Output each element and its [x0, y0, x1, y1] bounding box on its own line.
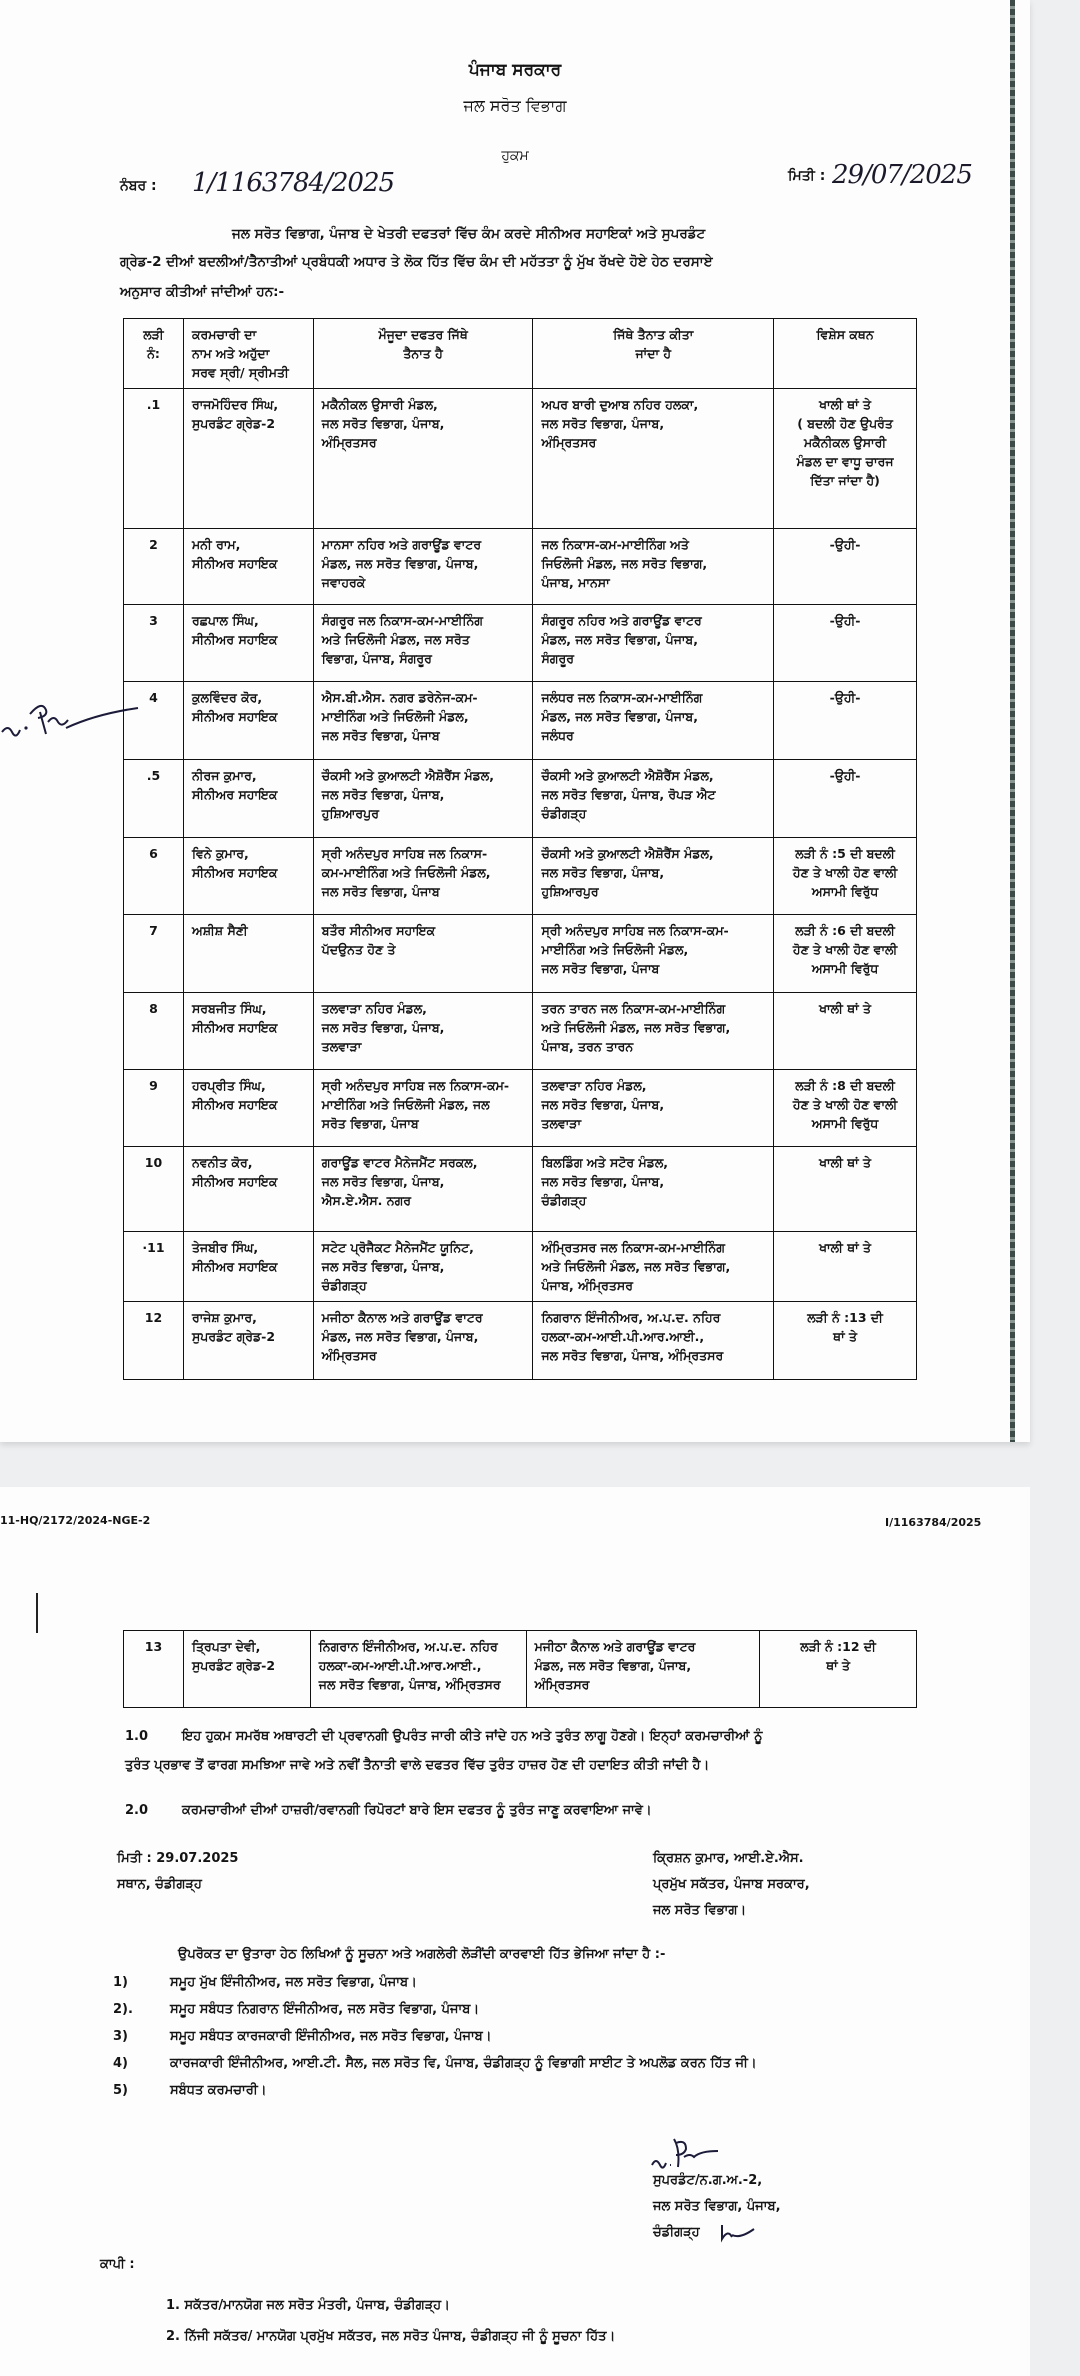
transfer-table	[123, 318, 917, 1380]
remarks-cell: -ਉਹੀ-	[774, 529, 917, 605]
page-binding-edge	[1010, 0, 1015, 1442]
table-row	[124, 838, 917, 915]
posted-to-cell: ਚੌਕਸੀ ਅਤੇ ਕੁਆਲਟੀ ਐਸ਼ੋਰੈਂਸ ਮੰਡਲ, ਜਲ ਸਰੋਤ ਵਿਭਾਗ, ਪੰਜਾਬ, ਰੋਪੜ ਐਟ ਚੰਡੀਗੜ੍ਹ	[533, 760, 774, 838]
endorsement-recipient: ਸਮੂਹ ਸਬੰਧਤ ਨਿਗਰਾਨ ਇੰਜੀਨੀਅਰ, ਜਲ ਸਰੋਤ ਵਿਭਾਗ, ਪੰਜਾਬ।	[170, 2002, 480, 2017]
intro-line-2: ਗ੍ਰੇਡ-2 ਦੀਆਂ ਬਦਲੀਆਂ/ਤੈਨਾਤੀਆਂ ਪ੍ਰਬੰਧਕੀ ਅਧਾਰ ਤੇ ਲੋਕ ਹਿੱਤ ਵਿੱਚ ਕੰਮ ਦੀ ਮਹੱਤਤਾ ਨੂੰ ਮੁੱਖ ਰੱਖਦੇ ਹੋਏ ਹੇਠ ਦਰਸਾਏ	[120, 254, 713, 270]
current-office-cell: ਮਕੈਨੀਕਲ ਉਸਾਰੀ ਮੰਡਲ, ਜਲ ਸਰੋਤ ਵਿਭਾਗ, ਪੰਜਾਬ, ਅੰਮ੍ਰਿਤਸਰ	[313, 389, 533, 529]
para2-text: ਕਰਮਚਾਰੀਆਂ ਦੀਆਂ ਹਾਜ਼ਰੀ/ਰਵਾਨਗੀ ਰਿਪੋਰਟਾਂ ਬਾਰੇ ਇਸ ਦਫਤਰ ਨੂੰ ਤੁਰੰਤ ਜਾਣੂ ਕਰਵਾਇਆ ਜਾਵੇ।	[182, 1803, 652, 1818]
serial-cell: ·11	[124, 1232, 184, 1302]
serial-cell: 8	[124, 993, 184, 1070]
endorsement-recipient: ਸਮੂਹ ਮੁੱਖ ਇੰਜੀਨੀਅਰ, ਜਲ ਸਰੋਤ ਵਿਭਾਗ, ਪੰਜਾਬ।	[170, 1975, 417, 1990]
posted-to-cell: ਤਲਵਾੜਾ ਨਹਿਰ ਮੰਡਲ, ਜਲ ਸਰੋਤ ਵਿਭਾਗ, ਪੰਜਾਬ, ਤਲਵਾੜਾ	[533, 1070, 774, 1147]
endorsement-number: 1)	[113, 1975, 128, 1990]
order-number-handwritten: 1/1163784/2025	[192, 168, 395, 198]
para2-number: 2.0	[125, 1803, 149, 1818]
employee-cell: ਤੇਜਬੀਰ ਸਿੰਘ, ਸੀਨੀਅਰ ਸਹਾਇਕ	[183, 1232, 313, 1302]
initials-mark	[718, 2221, 758, 2245]
employee-cell: ਰਾਜਮੋਹਿੰਦਰ ਸਿੰਘ, ਸੁਪਰਡੰਟ ਗ੍ਰੇਡ-2	[183, 389, 313, 529]
government-heading: ਪੰਜਾਬ ਸਰਕਾਰ	[468, 60, 562, 80]
serial-cell: 6	[124, 838, 184, 915]
table-row	[124, 1302, 917, 1380]
serial-cell: .1	[124, 389, 184, 529]
header-current-office: ਮੌਜੂਦਾ ਦਫਤਰ ਜਿੱਥੇ ਤੈਨਾਤ ਹੈ	[313, 319, 533, 389]
endorsement-number: 2).	[113, 2002, 133, 2017]
para1-number: 1.0	[125, 1729, 149, 1744]
transfer-table-continued	[123, 1630, 917, 1708]
superintendent-place: ਚੰਡੀਗੜ੍ਹ	[653, 2225, 700, 2240]
current-office-cell: ਸੰਗਰੂਰ ਜਲ ਨਿਕਾਸ-ਕਮ-ਮਾਈਨਿੰਗ ਅਤੇ ਜਿਓਲੋਜੀ ਮੰਡਲ, ਜਲ ਸਰੋਤ ਵਿਭਾਗ, ਪੰਜਾਬ, ਸੰਗਰੂਰ	[313, 605, 533, 682]
margin-initials-signature	[0, 684, 140, 744]
header-serial: ਲੜੀ ਨੰ:	[124, 319, 184, 389]
posted-to-cell: ਜਲ ਨਿਕਾਸ-ਕਮ-ਮਾਈਨਿੰਗ ਅਤੇ ਜਿਓਲੋਜੀ ਮੰਡਲ, ਜਲ ਸਰੋਤ ਵਿਭਾਗ, ਪੰਜਾਬ, ਮਾਨਸਾ	[533, 529, 774, 605]
serial-cell: 13	[124, 1631, 184, 1708]
table-row	[124, 529, 917, 605]
header-remarks: ਵਿਸ਼ੇਸ ਕਥਨ	[774, 319, 917, 389]
current-office-cell: ਮਾਨਸਾ ਨਹਿਰ ਅਤੇ ਗਰਾਊਂਡ ਵਾਟਰ ਮੰਡਲ, ਜਲ ਸਰੋਤ ਵਿਭਾਗ, ਪੰਜਾਬ, ਜਵਾਹਰਕੇ	[313, 529, 533, 605]
para1-line-1: ਇਹ ਹੁਕਮ ਸਮਰੱਥ ਅਥਾਰਟੀ ਦੀ ਪ੍ਰਵਾਨਗੀ ਉਪਰੰਤ ਜਾਰੀ ਕੀਤੇ ਜਾਂਦੇ ਹਨ ਅਤੇ ਤੁਰੰਤ ਲਾਗੂ ਹੋਣਗੇ। ਇਨ੍ਹਾਂ ਕਰਮਚਾਰੀਆਂ ਨੂੰ	[182, 1729, 763, 1744]
endorsement-recipient: ਕਾਰਜਕਾਰੀ ਇੰਜੀਨੀਅਰ, ਆਈ.ਟੀ. ਸੈਲ, ਜਲ ਸਰੋਤ ਵਿ, ਪੰਜਾਬ, ਚੰਡੀਗੜ੍ਹ ਨੂੰ ਵਿਭਾਗੀ ਸਾਈਟ ਤੇ ਅਪਲੋਡ ਕਰਨ ਹਿੱਤ ਜੀ।	[170, 2056, 757, 2071]
employee-cell: ਮਨੀ ਰਾਮ, ਸੀਨੀਅਰ ਸਹਾਇਕ	[183, 529, 313, 605]
serial-cell: 7	[124, 915, 184, 993]
serial-cell: 3	[124, 605, 184, 682]
remarks-cell: -ਉਹੀ-	[774, 605, 917, 682]
current-office-cell: ਮਜੀਠਾ ਕੈਨਾਲ ਅਤੇ ਗਰਾਊਂਡ ਵਾਟਰ ਮੰਡਲ, ਜਲ ਸਰੋਤ ਵਿਭਾਗ, ਪੰਜਾਬ, ਅੰਮ੍ਰਿਤਸਰ	[313, 1302, 533, 1380]
remarks-cell: ਲੜੀ ਨੰ :12 ਦੀ ਥਾਂ ਤੇ	[760, 1631, 917, 1708]
employee-cell: ਤ੍ਰਿਪਤਾ ਦੇਵੀ, ਸੁਪਰਡੰਟ ਗ੍ਰੇਡ-2	[183, 1631, 310, 1708]
employee-cell: ਹਰਪ੍ਰੀਤ ਸਿੰਘ, ਸੀਨੀਅਰ ਸਹਾਇਕ	[183, 1070, 313, 1147]
endorsement-number: 5)	[113, 2083, 128, 2098]
table-row	[124, 682, 917, 760]
department-heading: ਜਲ ਸਰੋਤ ਵਿਭਾਗ	[463, 96, 567, 115]
table-row	[124, 1232, 917, 1302]
date-label: ਮਿਤੀ :	[788, 168, 826, 184]
remarks-cell: ਲੜੀ ਨੰ :13 ਦੀ ਥਾਂ ਤੇ	[774, 1302, 917, 1380]
current-office-cell: ਗਰਾਊਂਡ ਵਾਟਰ ਮੈਨੇਜਮੈਂਟ ਸਰਕਲ, ਜਲ ਸਰੋਤ ਵਿਭਾਗ, ਪੰਜਾਬ, ਐਸ.ਏ.ਐਸ. ਨਗਰ	[313, 1147, 533, 1232]
posted-to-cell: ਬਿਲਡਿੰਗ ਅਤੇ ਸਟੋਰ ਮੰਡਲ, ਜਲ ਸਰੋਤ ਵਿਭਾਗ, ਪੰਜਾਬ, ਚੰਡੀਗੜ੍ਹ	[533, 1147, 774, 1232]
remarks-cell: -ਉਹੀ-	[774, 760, 917, 838]
endorsement-number: 3)	[113, 2029, 128, 2044]
table-row	[124, 1147, 917, 1232]
receipt-reference: I/1163784/2025	[885, 1516, 982, 1529]
endorsement-number: 4)	[113, 2056, 128, 2071]
serial-cell: 10	[124, 1147, 184, 1232]
intro-line-3: ਅਨੁਸਾਰ ਕੀਤੀਆਂ ਜਾਂਦੀਆਂ ਹਨ:-	[120, 284, 285, 300]
current-office-cell: ਬਤੌਰ ਸੀਨੀਅਰ ਸਹਾਇਕ ਪੱਦਉਨਤ ਹੋਣ ਤੇ	[313, 915, 533, 993]
issue-place: ਸਥਾਨ, ਚੰਡੀਗੜ੍ਹ	[117, 1877, 202, 1892]
signatory-name: ਕ੍ਰਿਸ਼ਨ ਕੁਮਾਰ, ਆਈ.ਏ.ਐਸ.	[653, 1851, 804, 1866]
superintendent-signature	[650, 2135, 720, 2175]
margin-mark	[36, 1593, 38, 1633]
employee-cell: ਸਰਬਜੀਤ ਸਿੰਘ, ਸੀਨੀਅਰ ਸਹਾਇਕ	[183, 993, 313, 1070]
remarks-cell: ਲੜੀ ਨੰ :6 ਦੀ ਬਦਲੀ ਹੋਣ ਤੇ ਖਾਲੀ ਹੋਣ ਵਾਲੀ ਅਸਾਮੀ ਵਿਰੁੱਧ	[774, 915, 917, 993]
signatory-designation: ਪ੍ਰਮੁੱਖ ਸਕੱਤਰ, ਪੰਜਾਬ ਸਰਕਾਰ,	[653, 1877, 810, 1892]
posted-to-cell: ਜਲੰਧਰ ਜਲ ਨਿਕਾਸ-ਕਮ-ਮਾਈਨਿੰਗ ਮੰਡਲ, ਜਲ ਸਰੋਤ ਵਿਭਾਗ, ਪੰਜਾਬ, ਜਲੰਧਰ	[533, 682, 774, 760]
copy-item-2: 2. ਨਿੱਜੀ ਸਕੱਤਰ/ ਮਾਨਯੋਗ ਪ੍ਰਮੁੱਖ ਸਕੱਤਰ, ਜਲ ਸਰੋਤ ਪੰਜਾਬ, ਚੰਡੀਗੜ੍ਹ ਜੀ ਨੂੰ ਸੂਚਨਾ ਹਿੱਤ।	[166, 2329, 616, 2344]
current-office-cell: ਨਿਗਰਾਨ ਇੰਜੀਨੀਅਰ, ਅ.ਪ.ਦ. ਨਹਿਰ ਹਲਕਾ-ਕਮ-ਆਈ.ਪੀ.ਆਰ.ਆਈ., ਜਲ ਸਰੋਤ ਵਿਭਾਗ, ਪੰਜਾਬ, ਅੰਮ੍ਰਿਤਸਰ	[310, 1631, 526, 1708]
signatory-department: ਜਲ ਸਰੋਤ ਵਿਭਾਗ।	[653, 1903, 747, 1918]
current-office-cell: ਸ੍ਰੀ ਅਨੰਦਪੁਰ ਸਾਹਿਬ ਜਲ ਨਿਕਾਸ-ਕਮ- ਮਾਈਨਿੰਗ ਅਤੇ ਜਿਓਲੋਜੀ ਮੰਡਲ, ਜਲ ਸਰੋਤ ਵਿਭਾਗ, ਪੰਜਾਬ	[313, 1070, 533, 1147]
superintendent-department: ਜਲ ਸਰੋਤ ਵਿਭਾਗ, ਪੰਜਾਬ,	[653, 2199, 781, 2214]
current-office-cell: ਚੌਕਸੀ ਅਤੇ ਕੁਆਲਟੀ ਐਸ਼ੋਰੈਂਸ ਮੰਡਲ, ਜਲ ਸਰੋਤ ਵਿਭਾਗ, ਪੰਜਾਬ, ਹੁਸ਼ਿਆਰਪੁਰ	[313, 760, 533, 838]
employee-cell: ਵਿਨੇ ਕੁਮਾਰ, ਸੀਨੀਅਰ ਸਹਾਇਕ	[183, 838, 313, 915]
posted-to-cell: ਅਪਰ ਬਾਰੀ ਦੁਆਬ ਨਹਿਰ ਹਲਕਾ, ਜਲ ਸਰੋਤ ਵਿਭਾਗ, ਪੰਜਾਬ, ਅੰਮ੍ਰਿਤਸਰ	[533, 389, 774, 529]
posted-to-cell: ਮਜੀਠਾ ਕੈਨਾਲ ਅਤੇ ਗਰਾਊਂਡ ਵਾਟਰ ਮੰਡਲ, ਜਲ ਸਰੋਤ ਵਿਭਾਗ, ਪੰਜਾਬ, ਅੰਮ੍ਰਿਤਸਰ	[526, 1631, 760, 1708]
employee-cell: ਕੁਲਵਿੰਦਰ ਕੋਰ, ਸੀਨੀਅਰ ਸਹਾਇਕ	[183, 682, 313, 760]
employee-cell: ਰਛਪਾਲ ਸਿੰਘ, ਸੀਨੀਅਰ ਸਹਾਇਕ	[183, 605, 313, 682]
serial-cell: 4	[124, 682, 184, 760]
remarks-cell: -ਉਹੀ-	[774, 682, 917, 760]
posted-to-cell: ਸ੍ਰੀ ਅਨੰਦਪੁਰ ਸਾਹਿਬ ਜਲ ਨਿਕਾਸ-ਕਮ- ਮਾਈਨਿੰਗ ਅਤੇ ਜਿਓਲੋਜੀ ਮੰਡਲ, ਜਲ ਸਰੋਤ ਵਿਭਾਗ, ਪੰਜਾਬ	[533, 915, 774, 993]
table-row	[124, 760, 917, 838]
table-row	[124, 915, 917, 993]
header-employee: ਕਰਮਚਾਰੀ ਦਾ ਨਾਮ ਅਤੇ ਅਹੁੱਦਾ ਸਰਵ ਸ੍ਰੀ/ ਸ੍ਰੀਮਤੀ	[183, 319, 313, 389]
issue-date: ਮਿਤੀ : 29.07.2025	[117, 1851, 239, 1866]
current-office-cell: ਸਟੇਟ ਪ੍ਰੋਜੈਕਟ ਮੈਨੇਜਮੈਂਟ ਯੂਨਿਟ, ਜਲ ਸਰੋਤ ਵਿਭਾਗ, ਪੰਜਾਬ, ਚੰਡੀਗੜ੍ਹ	[313, 1232, 533, 1302]
table-row	[124, 605, 917, 682]
remarks-cell: ਖਾਲੀ ਥਾਂ ਤੇ	[774, 1147, 917, 1232]
document-page-2	[0, 1487, 1030, 2376]
table-row	[124, 389, 917, 529]
table-row	[124, 1631, 917, 1708]
table-row	[124, 1070, 917, 1147]
posted-to-cell: ਚੌਕਸੀ ਅਤੇ ਕੁਆਲਟੀ ਐਸ਼ੋਰੈਂਸ ਮੰਡਲ, ਜਲ ਸਰੋਤ ਵਿਭਾਗ, ਪੰਜਾਬ, ਹੁਸ਼ਿਆਰਪੁਰ	[533, 838, 774, 915]
employee-cell: ਅਸ਼ੀਸ਼ ਸੈਣੀ	[183, 915, 313, 993]
table-header-row	[124, 319, 917, 389]
endorsement-intro: ਉਪਰੋਕਤ ਦਾ ਉਤਾਰਾ ਹੇਠ ਲਿਖਿਆਂ ਨੂੰ ਸੂਚਨਾ ਅਤੇ ਅਗਲੇਰੀ ਲੋੜੀਂਦੀ ਕਾਰਵਾਈ ਹਿੱਤ ਭੇਜਿਆ ਜਾਂਦਾ ਹੈ :-	[178, 1947, 666, 1962]
current-office-cell: ਐਸ.ਬੀ.ਐਸ. ਨਗਰ ਡਰੇਨੇਜ-ਕਮ- ਮਾਈਨਿੰਗ ਅਤੇ ਜਿਓਲੋਜੀ ਮੰਡਲ, ਜਲ ਸਰੋਤ ਵਿਭਾਗ, ਪੰਜਾਬ	[313, 682, 533, 760]
table-row	[124, 993, 917, 1070]
copy-label: ਕਾਪੀ :	[100, 2257, 135, 2272]
serial-cell: 9	[124, 1070, 184, 1147]
para1-line-2: ਤੁਰੰਤ ਪ੍ਰਭਾਵ ਤੋਂ ਫਾਰਗ ਸਮਝਿਆ ਜਾਵੇ ਅਤੇ ਨਵੀਂ ਤੈਨਾਤੀ ਵਾਲੇ ਦਫਤਰ ਵਿੱਚ ਤੁਰੰਤ ਹਾਜ਼ਰ ਹੋਣ ਦੀ ਹਦਾਇਤ ਕੀਤੀ ਜਾਂਦੀ ਹੈ।	[125, 1758, 710, 1773]
remarks-cell: ਖਾਲੀ ਥਾਂ ਤੇ ( ਬਦਲੀ ਹੋਣ ਉਪਰੰਤ ਮਕੈਨੀਕਲ ਉਸਾਰੀ ਮੰਡਲ ਦਾ ਵਾਧੂ ਚਾਰਜ ਦਿੱਤਾ ਜਾਂਦਾ ਹੈ)	[774, 389, 917, 529]
serial-cell: .5	[124, 760, 184, 838]
endorsement-recipient: ਸਮੂਹ ਸਬੰਧਤ ਕਾਰਜਕਾਰੀ ਇੰਜੀਨੀਅਰ, ਜਲ ਸਰੋਤ ਵਿਭਾਗ, ਪੰਜਾਬ।	[170, 2029, 492, 2044]
remarks-cell: ਖਾਲੀ ਥਾਂ ਤੇ	[774, 993, 917, 1070]
serial-cell: 2	[124, 529, 184, 605]
copy-item-1: 1. ਸਕੱਤਰ/ਮਾਨਯੋਗ ਜਲ ਸਰੋਤ ਮੰਤਰੀ, ਪੰਜਾਬ, ਚੰਡੀਗੜ੍ਹ।	[166, 2298, 450, 2313]
order-title: ਹੁਕਮ	[501, 148, 529, 164]
serial-cell: 12	[124, 1302, 184, 1380]
current-office-cell: ਸ੍ਰੀ ਅਨੰਦਪੁਰ ਸਾਹਿਬ ਜਲ ਨਿਕਾਸ- ਕਮ-ਮਾਈਨਿੰਗ ਅਤੇ ਜਿਓਲੋਜੀ ਮੰਡਲ, ਜਲ ਸਰੋਤ ਵਿਭਾਗ, ਪੰਜਾਬ	[313, 838, 533, 915]
file-reference: 11-HQ/2172/2024-NGE-2	[0, 1514, 151, 1527]
remarks-cell: ਲੜੀ ਨੰ :5 ਦੀ ਬਦਲੀ ਹੋਣ ਤੇ ਖਾਲੀ ਹੋਣ ਵਾਲੀ ਅਸਾਮੀ ਵਿਰੁੱਧ	[774, 838, 917, 915]
posted-to-cell: ਤਰਨ ਤਾਰਨ ਜਲ ਨਿਕਾਸ-ਕਮ-ਮਾਈਨਿੰਗ ਅਤੇ ਜਿਓਲੋਜੀ ਮੰਡਲ, ਜਲ ਸਰੋਤ ਵਿਭਾਗ, ਪੰਜਾਬ, ਤਰਨ ਤਾਰਨ	[533, 993, 774, 1070]
employee-cell: ਨੀਰਜ ਕੁਮਾਰ, ਸੀਨੀਅਰ ਸਹਾਇਕ	[183, 760, 313, 838]
current-office-cell: ਤਲਵਾੜਾ ਨਹਿਰ ਮੰਡਲ, ਜਲ ਸਰੋਤ ਵਿਭਾਗ, ਪੰਜਾਬ, ਤਲਵਾੜਾ	[313, 993, 533, 1070]
posted-to-cell: ਨਿਗਰਾਨ ਇੰਜੀਨੀਅਰ, ਅ.ਪ.ਦ. ਨਹਿਰ ਹਲਕਾ-ਕਮ-ਆਈ.ਪੀ.ਆਰ.ਆਈ., ਜਲ ਸਰੋਤ ਵਿਭਾਗ, ਪੰਜਾਬ, ਅੰਮ੍ਰਿਤਸਰ	[533, 1302, 774, 1380]
number-label: ਨੰਬਰ :	[120, 178, 157, 194]
posted-to-cell: ਸੰਗਰੂਰ ਨਹਿਰ ਅਤੇ ਗਰਾਊਂਡ ਵਾਟਰ ਮੰਡਲ, ਜਲ ਸਰੋਤ ਵਿਭਾਗ, ਪੰਜਾਬ, ਸੰਗਰੂਰ	[533, 605, 774, 682]
posted-to-cell: ਅੰਮ੍ਰਿਤਸਰ ਜਲ ਨਿਕਾਸ-ਕਮ-ਮਾਈਨਿੰਗ ਅਤੇ ਜਿਓਲੋਜੀ ਮੰਡਲ, ਜਲ ਸਰੋਤ ਵਿਭਾਗ, ਪੰਜਾਬ, ਅੰਮ੍ਰਿਤਸਰ	[533, 1232, 774, 1302]
header-posted-to: ਜਿੱਥੇ ਤੈਨਾਤ ਕੀਤਾ ਜਾਂਦਾ ਹੈ	[533, 319, 774, 389]
employee-cell: ਰਾਜੇਸ਼ ਕੁਮਾਰ, ਸੁਪਰਡੰਟ ਗ੍ਰੇਡ-2	[183, 1302, 313, 1380]
order-date-handwritten: 29/07/2025	[832, 160, 972, 190]
remarks-cell: ਲੜੀ ਨੰ :8 ਦੀ ਬਦਲੀ ਹੋਣ ਤੇ ਖਾਲੀ ਹੋਣ ਵਾਲੀ ਅਸਾਮੀ ਵਿਰੁੱਧ	[774, 1070, 917, 1147]
intro-line-1: ਜਲ ਸਰੋਤ ਵਿਭਾਗ, ਪੰਜਾਬ ਦੇ ਖੇਤਰੀ ਦਫਤਰਾਂ ਵਿੱਚ ਕੰਮ ਕਰਦੇ ਸੀਨੀਅਰ ਸਹਾਇਕਾਂ ਅਤੇ ਸੁਪਰਡੰਟ	[232, 226, 706, 242]
employee-cell: ਨਵਨੀਤ ਕੋਰ, ਸੀਨੀਅਰ ਸਹਾਇਕ	[183, 1147, 313, 1232]
superintendent-title: ਸੁਪਰਡੰਟ/ਨ.ਗ.ਅ.-2,	[653, 2173, 763, 2188]
endorsement-recipient: ਸਬੰਧਤ ਕਰਮਚਾਰੀ।	[170, 2083, 267, 2098]
remarks-cell: ਖਾਲੀ ਥਾਂ ਤੇ	[774, 1232, 917, 1302]
